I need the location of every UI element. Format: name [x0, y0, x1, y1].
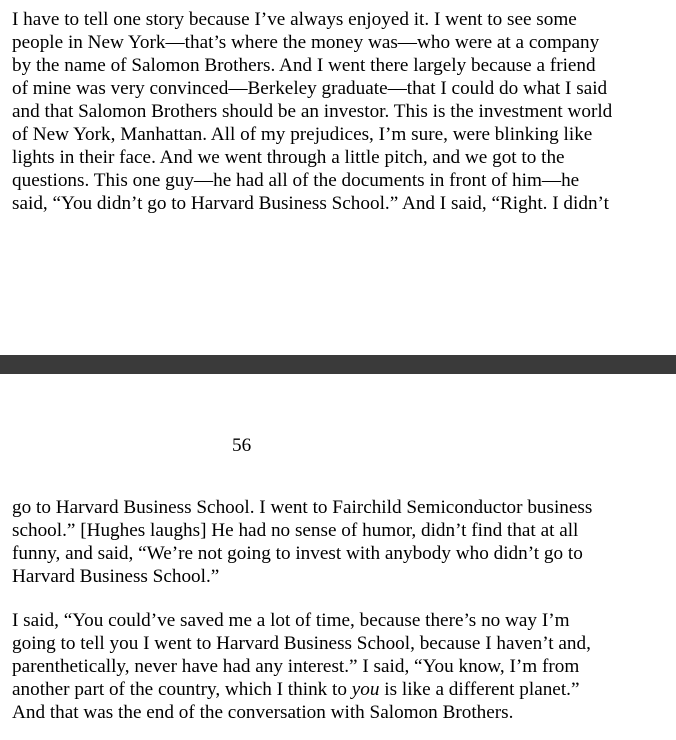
text-line: said, “You didn’t go to Harvard Business School.” And I said, “Right. I didn’t [12, 193, 609, 214]
text-line: of New York, Manhattan. All of my prejudices, I’m sure, were blinking like [12, 124, 593, 145]
text-line: lights in their face. And we went through a little pitch, and we got to the [12, 147, 565, 168]
text-segment: is like a different planet.” [379, 679, 580, 700]
text-line: questions. This one guy—he had all of the documents in front of him—he [12, 170, 580, 191]
text-line: of mine was very convinced—Berkeley graduate—that I could do what I said [12, 78, 608, 99]
text-line: by the name of Salomon Brothers. And I went there largely because a friend [12, 55, 596, 76]
text-line: people in New York—that’s where the money was—who were at a company [12, 32, 600, 53]
text-line: funny, and said, “We’re not going to invest with anybody who didn’t go to [12, 543, 583, 564]
text-line-with-emphasis [12, 678, 579, 701]
text-line: going to tell you I went to Harvard Business School, because I haven’t and, [12, 633, 591, 654]
text-line: And that was the end of the conversation with Salomon Brothers. [12, 702, 514, 723]
text-line: I said, “You could’ve saved me a lot of time, because there’s no way I’m [12, 610, 570, 631]
text-segment: another part of the country, which I think to [12, 679, 352, 700]
page-separator [0, 355, 676, 374]
page-number: 56 [232, 435, 252, 456]
text-line: school.” [Hughes laughs] He had no sense of humor, didn’t find that at all [12, 520, 579, 541]
text-line: Harvard Business School.” [12, 566, 220, 587]
text-line: and that Salomon Brothers should be an investor. This is the investment world [12, 101, 613, 122]
text-line: I have to tell one story because I’ve always enjoyed it. I went to see some [12, 9, 577, 30]
text-line: parenthetically, never have had any interest.” I said, “You know, I’m from [12, 656, 580, 677]
emphasized-word: you [351, 679, 380, 700]
text-line: go to Harvard Business School. I went to Fairchild Semiconductor business [12, 497, 593, 518]
